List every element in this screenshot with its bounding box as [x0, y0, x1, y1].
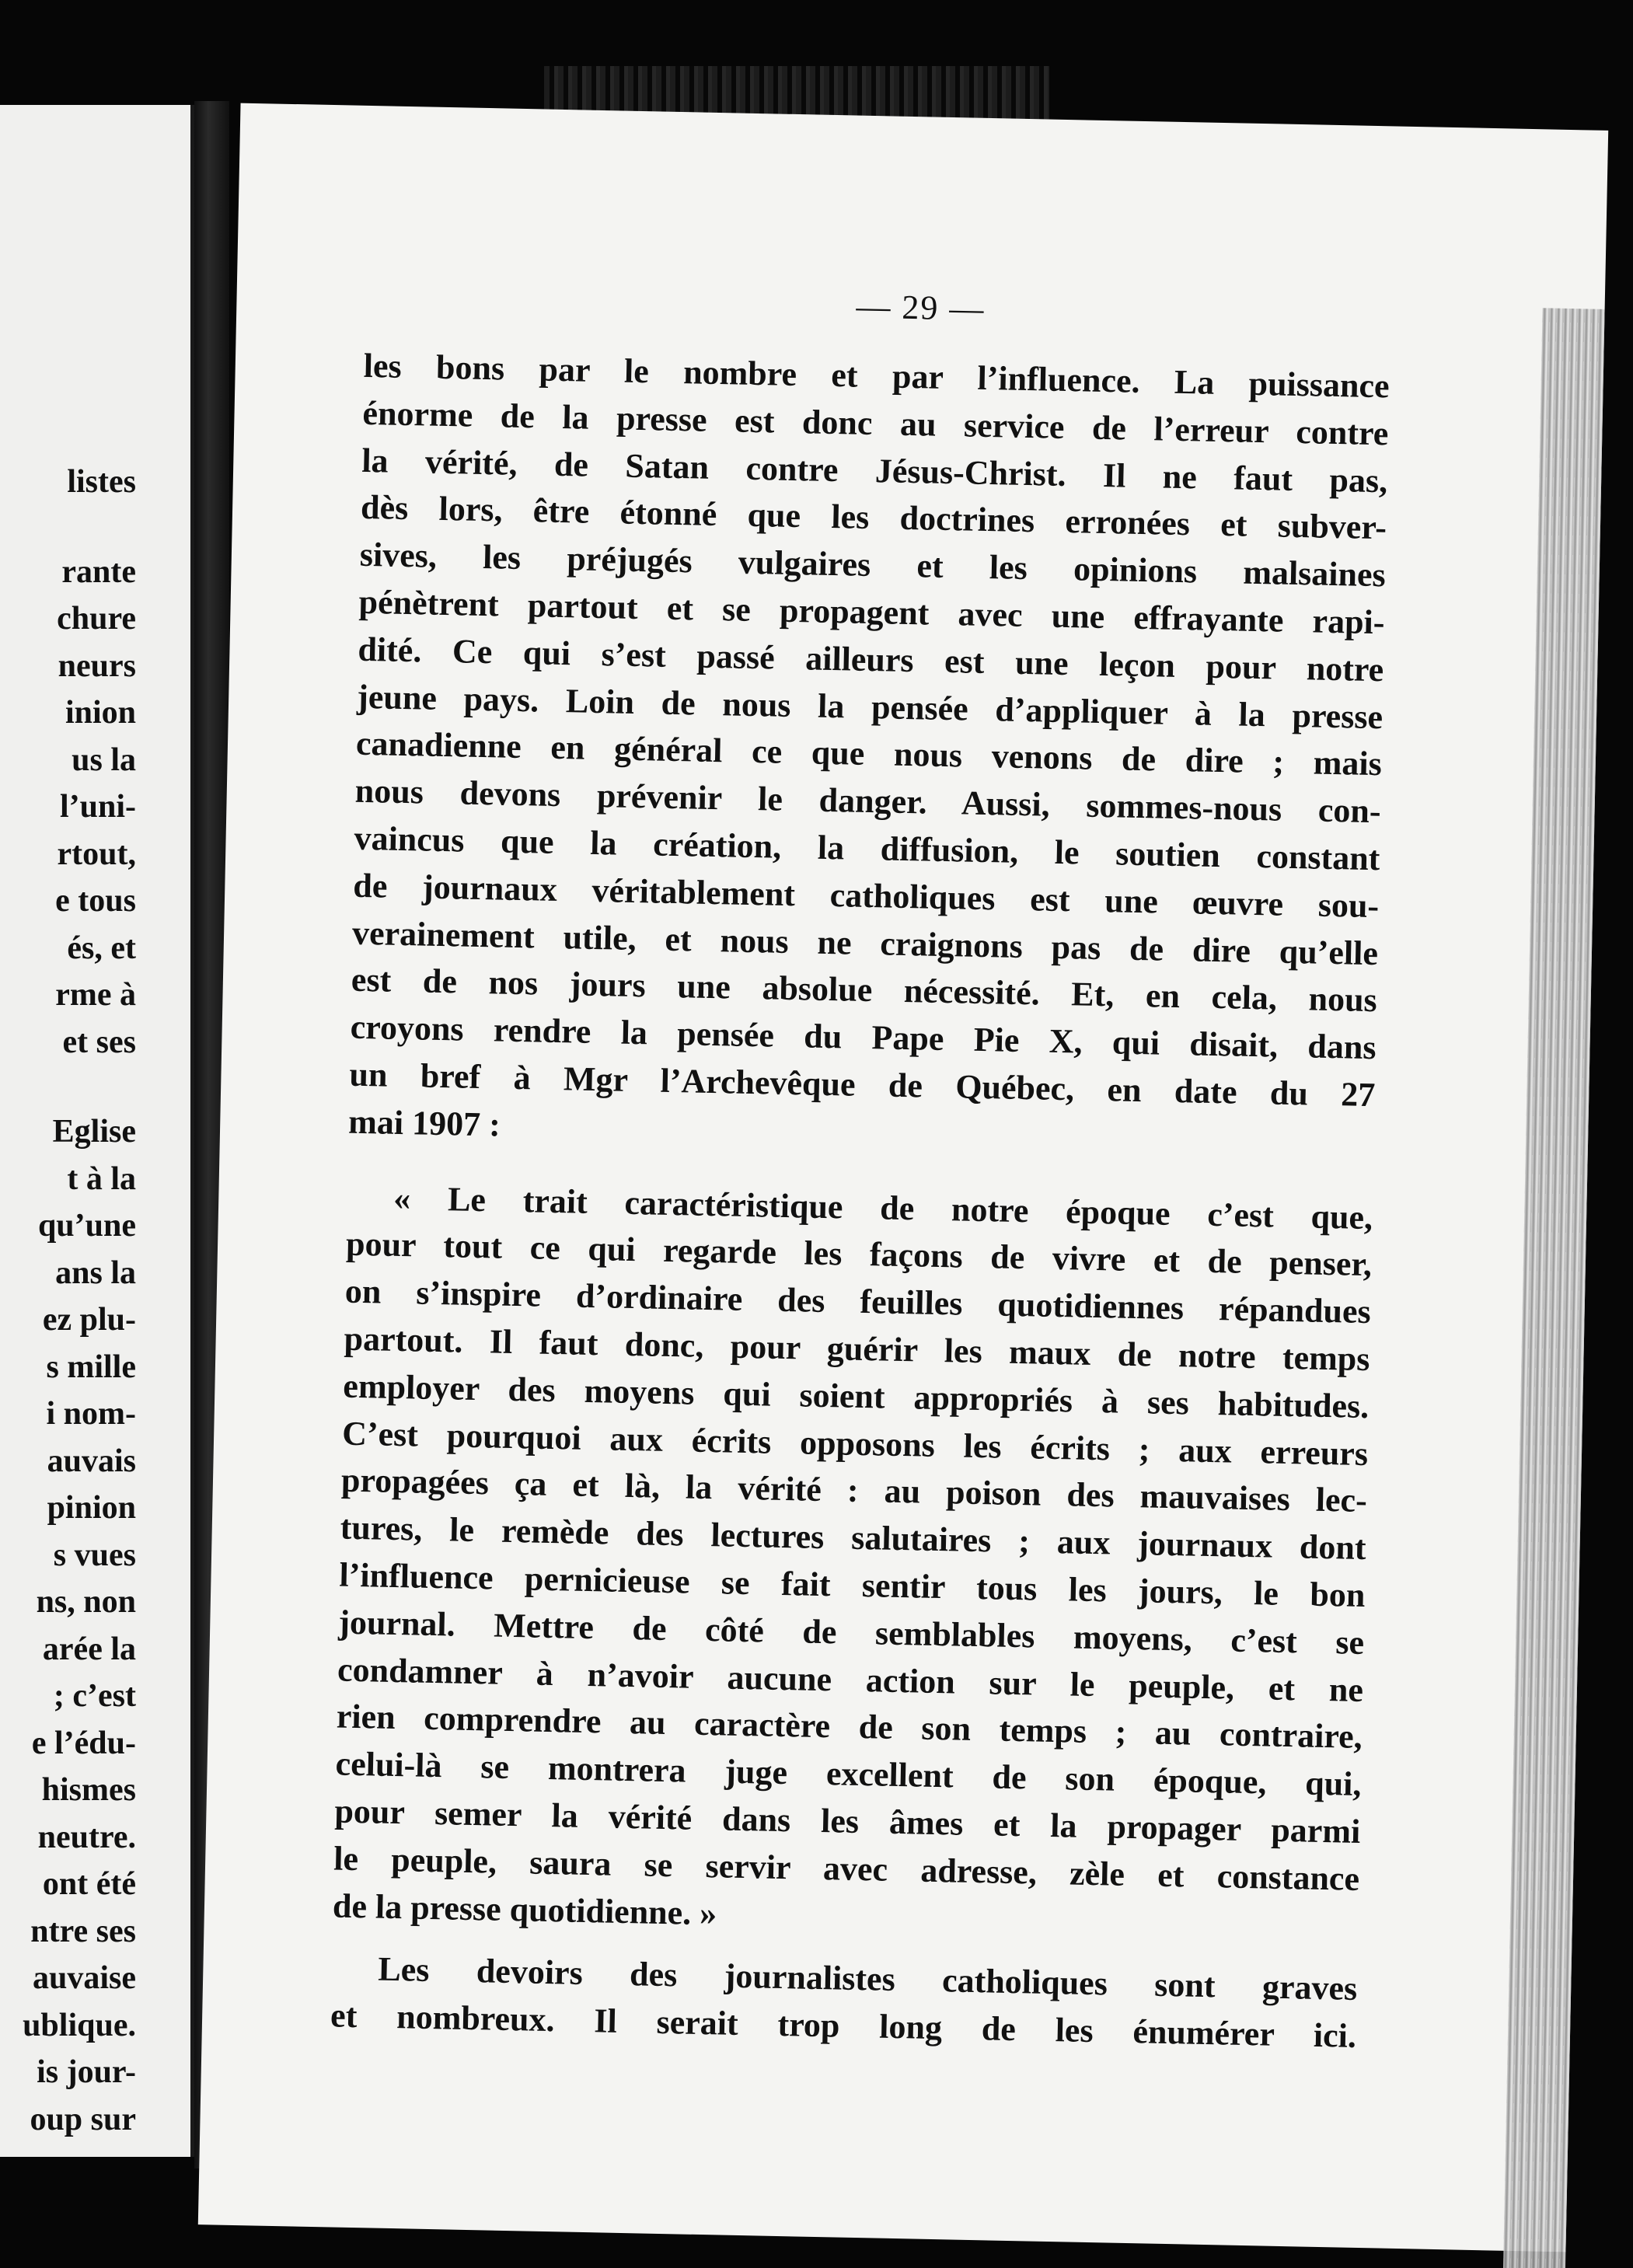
text-line: de journaux véritablement catholiques est une œuvre sou- [352, 866, 1380, 925]
previous-page-line: oup sur [30, 2101, 136, 2137]
text-line: verainement utile, et nous ne craignons pas de dire qu’elle [351, 913, 1379, 972]
previous-page-line: l’uni- [59, 789, 136, 825]
text-line: condamner à n’avoir aucune action sur le peuple, et ne [337, 1650, 1364, 1709]
text-line: énorme de la presse est donc au service de l’erreur contre [362, 393, 1389, 453]
previous-page-line: et ses [62, 1024, 136, 1060]
previous-page-line: e tous [55, 883, 136, 919]
previous-page-line: auvais [47, 1443, 136, 1479]
previous-page-line: is jour- [37, 2054, 136, 2090]
page-body [330, 343, 1390, 2060]
text-line: pour semer la vérité dans les âmes et la propager parmi [334, 1792, 1361, 1851]
text-line: rien comprendre au caractère de son temps ; au contraire, [336, 1697, 1363, 1757]
previous-page-line: t à la [67, 1160, 136, 1197]
text-line: « Le trait caractéristique de notre époque c’est que, [393, 1178, 1373, 1237]
text-line: Les devoirs des journalistes catholiques sont graves [377, 1949, 1358, 2008]
previous-page-line: rme à [55, 977, 136, 1013]
text-line: tures, le remède des lectures salutaires ; aux journaux dont [340, 1508, 1367, 1568]
paragraph-quote [332, 1174, 1373, 1950]
previous-page-line: rante [61, 553, 136, 590]
text-line: et nombreux. Il serait trop long de les énumérer ici. [330, 1996, 1357, 2056]
current-page [198, 103, 1608, 2252]
previous-page-line: és, et [67, 930, 136, 966]
page-number: — 29 — [855, 287, 986, 328]
text-line: partout. Il faut donc, pour guérir les maux de notre temps [344, 1319, 1370, 1379]
previous-page-line: ns, non [36, 1584, 136, 1620]
text-line: les bons par le nombre et par l’influence. La puissance [363, 346, 1390, 406]
previous-page-line: ; c’est [53, 1678, 136, 1714]
previous-page-line: us la [72, 741, 136, 778]
previous-page-line: listes [67, 464, 136, 500]
previous-page-line: Eglise [52, 1114, 136, 1150]
previous-page-line: qu’une [37, 1208, 136, 1244]
previous-page-text [23, 459, 136, 2143]
previous-page-line: inion [65, 695, 136, 731]
previous-page-line [23, 506, 136, 549]
text-line: est de nos jours une absolue nécessité. Et, en cela, nous [351, 961, 1378, 1020]
text-line: l’influence pernicieuse se fait sentir tous les jours, le bon [339, 1555, 1366, 1614]
text-line: sives, les préjugés vulgaires et les opinions malsaines [359, 536, 1387, 595]
text-line: la vérité, de Satan contre Jésus-Christ. Il ne faut pas, [361, 441, 1388, 500]
previous-page-line: chure [57, 601, 136, 637]
text-line: mai 1907 : [347, 1102, 501, 1144]
previous-page-line: ont été [42, 1866, 136, 1902]
text-line: pour tout ce qui regarde les façons de vivre et de penser, [345, 1224, 1373, 1284]
previous-page-line: ans la [55, 1254, 136, 1291]
page-edges [1501, 308, 1605, 2268]
previous-page-line: ez plu- [42, 1302, 136, 1338]
text-line: jeune pays. Loin de nous la pensée d’appliquer à la presse [356, 677, 1384, 736]
paragraph-3 [330, 1945, 1358, 2060]
paragraph-1 [348, 343, 1390, 1167]
text-line: C’est pourquoi aux écrits opposons les écrits ; aux erreurs [341, 1414, 1369, 1473]
text-line: vaincus que la création, la diffusion, le soutien constant [354, 818, 1380, 878]
text-line: canadienne en général ce que nous venons de dire ; mais [355, 724, 1383, 783]
text-line: le peuple, saura se servir avec adresse, zèle et constance [333, 1839, 1360, 1898]
text-line: dité. Ce qui s’est passé ailleurs est une leçon pour notre [358, 630, 1384, 689]
previous-page [0, 105, 195, 2157]
text-line: on s’inspire d’ordinaire des feuilles quotidiennes répandues [344, 1272, 1372, 1331]
previous-page-line: s mille [46, 1349, 136, 1385]
text-line: pénètrent partout et se propagent avec une effrayante rapi- [358, 582, 1385, 642]
previous-page-line: s vues [53, 1537, 136, 1573]
previous-page-line: neutre. [37, 1819, 136, 1855]
text-line: croyons rendre la pensée du Pape Pie X, qui disait, dans [350, 1007, 1377, 1067]
previous-page-line: ublique. [23, 2007, 136, 2043]
previous-page-line: rtout, [57, 836, 136, 872]
text-line: employer des moyens qui soient appropriés à ses habitudes. [342, 1366, 1370, 1425]
text-line: dès lors, être étonné que les doctrines erronées et subver- [360, 488, 1387, 547]
previous-page-line: arée la [42, 1631, 136, 1667]
previous-page-line: ntre ses [30, 1913, 136, 1949]
previous-page-line: pinion [47, 1490, 136, 1526]
previous-page-line: e l’édu- [31, 1725, 136, 1761]
previous-page-line: i nom- [46, 1396, 136, 1432]
previous-page-line: hismes [41, 1772, 136, 1808]
text-line: un bref à Mgr l’Archevêque de Québec, en date du 27 [349, 1055, 1376, 1115]
previous-page-line [23, 1066, 136, 1108]
previous-page-line: auvaise [32, 1960, 136, 1996]
previous-page-line: neurs [58, 647, 136, 684]
text-line: propagées ça et là, la vérité : au poison des mauvaises lec- [340, 1460, 1368, 1520]
text-line: de la presse quotidienne. » [332, 1886, 717, 1932]
text-line: nous devons prévenir le danger. Aussi, sommes-nous con- [354, 771, 1382, 831]
text-line: celui-là se montrera juge excellent de son époque, qui, [335, 1744, 1362, 1804]
text-line: journal. Mettre de côté de semblables moyens, c’est se [337, 1603, 1365, 1662]
